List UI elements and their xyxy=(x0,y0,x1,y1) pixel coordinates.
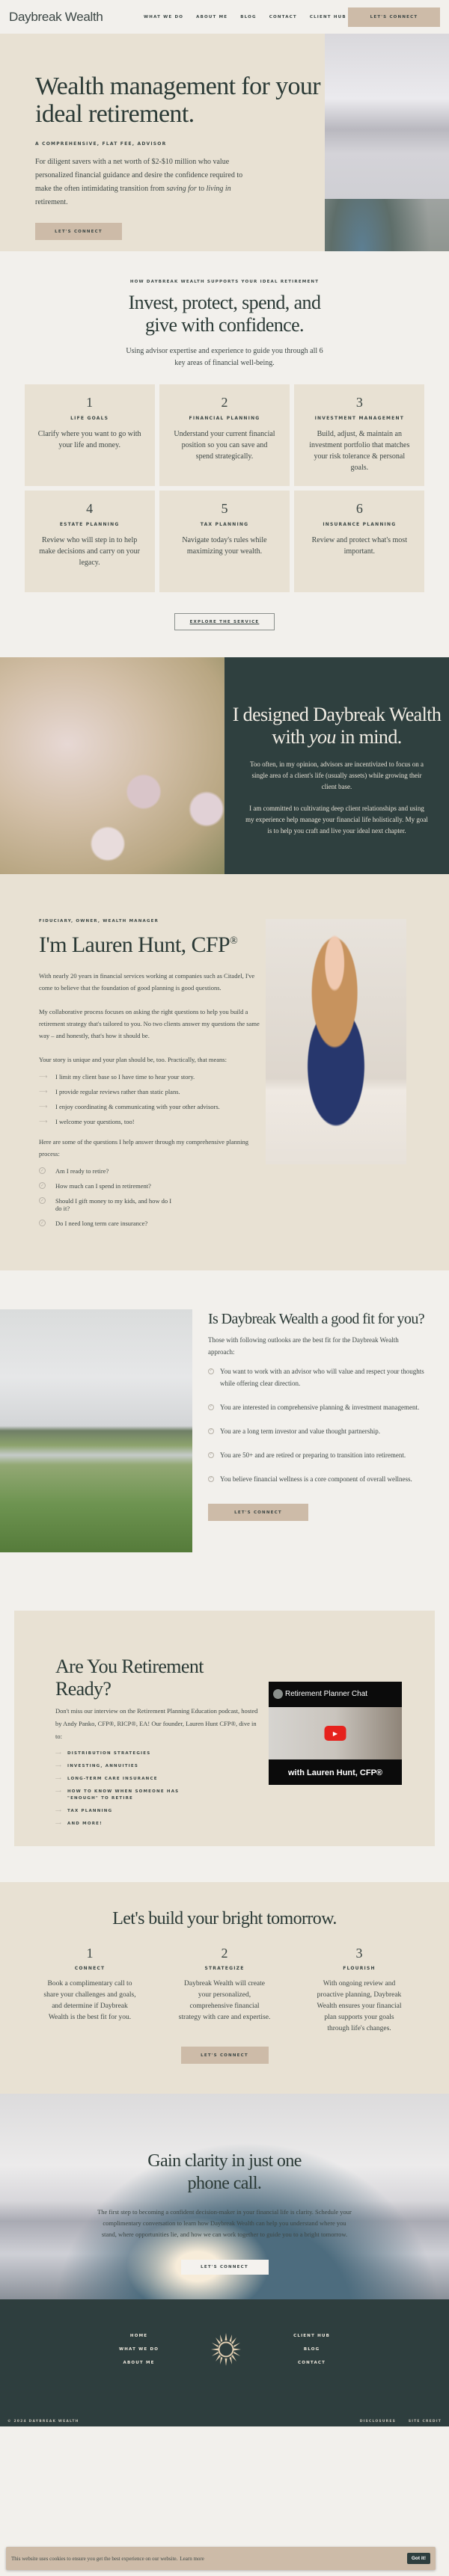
arrow-right-icon: ⟶ xyxy=(55,1777,63,1781)
footer-bottom-bar xyxy=(0,2417,449,2426)
list-item xyxy=(55,1750,261,1757)
fit-content xyxy=(192,1309,432,1611)
nav-blog[interactable]: BLOG xyxy=(240,14,257,19)
list-item-text: You are interested in comprehensive planning & investment management. xyxy=(220,1404,420,1411)
service-card-insurance-planning xyxy=(294,491,424,592)
arrow-right-icon: ⟶ xyxy=(55,1789,63,1794)
river-landscape-image xyxy=(0,1309,192,1552)
disclosures-link[interactable]: DISCLOSURES xyxy=(359,2420,397,2423)
hero-connect-button[interactable]: LET'S CONNECT xyxy=(35,223,122,240)
footer-nav xyxy=(0,2299,449,2366)
designed-paragraph-1: Too often, in my opinion, advisors are incentivized to focus on a single area of a client's life (usually assets) while growing their client base. xyxy=(249,760,424,790)
list-item-text: I enjoy coordinating & communicating with your other advisors. xyxy=(55,1103,220,1110)
arrow-right-icon: ⟶ xyxy=(39,1088,48,1095)
channel-avatar xyxy=(273,1689,283,1699)
arrow-right-icon: ⟶ xyxy=(55,1764,63,1768)
list-item xyxy=(208,1401,432,1413)
ready-panel xyxy=(14,1611,435,1846)
about-eyebrow: FIDUCIARY, OWNER, WEALTH MANAGER xyxy=(39,919,159,923)
fit-intro: Those with following outlooks are the best fit for the Daybreak Wealth approach: xyxy=(208,1336,399,1356)
footer-legal-links xyxy=(360,2420,442,2423)
service-card-financial-planning xyxy=(159,384,290,486)
check-circle-icon: ✓ xyxy=(40,1198,45,1203)
topics-list xyxy=(55,1750,261,1828)
steps-row xyxy=(0,1946,449,2035)
list-item-text: Am I ready to retire? xyxy=(55,1167,109,1175)
arrow-right-icon: ⟶ xyxy=(39,1118,48,1125)
designed-paragraph-2: I am committed to cultivating deep client relationships and using my experience help manage your financial life holistically. My goal is to help you craft and live your ideal next chapter. xyxy=(245,805,428,834)
step-flourish xyxy=(303,1946,415,2035)
cookie-accept-button[interactable]: Got it! xyxy=(407,2553,430,2564)
step-strategize xyxy=(168,1946,281,2035)
services-subtitle: Using advisor expertise and experience to guide you through all 6 key areas of financial well-being. xyxy=(126,347,323,367)
list-item-text: How much can I spend in retirement? xyxy=(55,1182,151,1190)
build-section xyxy=(0,1882,449,2094)
arrow-right-icon: ⟶ xyxy=(39,1103,48,1110)
video-caption: with Lauren Hunt, CFP® xyxy=(287,1768,383,1777)
video-thumbnail xyxy=(269,1707,402,1759)
hero-body-text: to xyxy=(196,185,207,193)
list-item-text: INVESTING, ANNUITIES xyxy=(67,1764,139,1768)
hero-eyebrow: A COMPREHENSIVE, FLAT FEE, ADVISOR xyxy=(35,141,167,147)
nav-contact[interactable]: CONTACT xyxy=(269,14,297,19)
list-item-text: I welcome your questions, too! xyxy=(55,1118,135,1125)
nav-client-hub[interactable]: CLIENT HUB xyxy=(309,14,346,19)
designed-section xyxy=(0,657,449,874)
card-title: FINANCIAL PLANNING xyxy=(189,416,260,421)
card-number: 2 xyxy=(221,395,228,410)
list-item xyxy=(208,1365,432,1389)
list-item xyxy=(39,1118,263,1125)
footer-link-about-me[interactable]: ABOUT ME xyxy=(123,2361,155,2365)
list-item-text: You believe financial wellness is a core component of overall wellness. xyxy=(220,1475,412,1483)
hero-body-text: retirement. xyxy=(35,198,68,206)
ready-section xyxy=(0,1611,449,1882)
footer-link-home[interactable]: HOME xyxy=(129,2334,148,2338)
fit-list xyxy=(208,1365,432,1485)
card-title: INVESTMENT MANAGEMENT xyxy=(314,416,404,421)
services-title: Invest, protect, spend, and give with confidence. xyxy=(128,292,321,336)
check-circle-icon: ✓ xyxy=(40,1220,45,1226)
hero-content xyxy=(0,34,325,251)
designed-title-text: in mind. xyxy=(335,726,402,748)
about-section xyxy=(0,874,449,1270)
means-list xyxy=(39,1073,263,1125)
card-number: 6 xyxy=(355,501,363,516)
lauren-hunt-portrait xyxy=(266,919,406,1164)
card-desc: Understand your current financial position so you can save and spend strategically. xyxy=(174,430,275,461)
card-title: INSURANCE PLANNING xyxy=(323,522,397,527)
check-circle-icon: ✓ xyxy=(209,1453,213,1457)
footer-links-left xyxy=(119,2334,159,2365)
cookie-learn-more-link[interactable]: Learn more xyxy=(180,2555,204,2562)
footer-link-blog[interactable]: BLOG xyxy=(303,2347,320,2352)
card-desc: Build, adjust, & maintain an investment portfolio that matches your risk tolerance & personal goals. xyxy=(309,430,410,472)
about-title xyxy=(39,932,263,958)
list-item-text: I limit my client base so I have time to hear your story. xyxy=(55,1073,195,1080)
fit-connect-button[interactable]: LET'S CONNECT xyxy=(208,1504,308,1521)
list-item xyxy=(55,1821,261,1828)
list-item xyxy=(208,1425,432,1437)
step-number: 3 xyxy=(355,1946,363,1961)
designed-title-text: I designed Daybreak Wealth with xyxy=(232,704,442,748)
arrow-right-icon: ⟶ xyxy=(55,1822,63,1826)
footer-link-client-hub[interactable]: CLIENT HUB xyxy=(293,2334,331,2338)
step-title: STRATEGIZE xyxy=(204,1966,245,1971)
service-card-estate-planning xyxy=(25,491,155,592)
check-circle-icon: ✓ xyxy=(209,1369,213,1373)
site-credit-link[interactable]: SITE CREDIT xyxy=(408,2420,442,2423)
main-nav xyxy=(144,15,346,19)
list-item xyxy=(39,1073,263,1080)
list-item xyxy=(55,1808,261,1815)
about-paragraph-1: With nearly 20 years in financial services working at companies such as Citadel, I've come to believe that the foundation of good planning is good questions. xyxy=(39,972,255,992)
list-item xyxy=(39,1088,263,1095)
ready-content xyxy=(55,1656,261,1846)
video-title-bar xyxy=(273,1689,397,1699)
header-connect-button[interactable]: LET'S CONNECT xyxy=(348,7,440,27)
services-grid xyxy=(25,384,425,592)
build-title: Let's build your bright tomorrow. xyxy=(112,1909,337,1928)
list-item xyxy=(55,1776,261,1783)
fit-title: Is Daybreak Wealth a good fit for you? xyxy=(208,1311,425,1327)
list-item xyxy=(39,1103,263,1110)
questions-list xyxy=(39,1167,263,1227)
explore-service-button[interactable]: EXPLORE THE SERVICE xyxy=(174,613,275,630)
logo[interactable]: Daybreak Wealth xyxy=(9,9,103,24)
list-item xyxy=(208,1473,432,1485)
check-circle-icon: ✓ xyxy=(40,1168,45,1173)
card-number: 3 xyxy=(355,395,363,410)
list-item-text: LONG-TERM CARE INSURANCE xyxy=(67,1777,158,1781)
check-circle-icon: ✓ xyxy=(209,1477,213,1481)
build-connect-button[interactable]: LET'S CONNECT xyxy=(181,2047,269,2064)
check-circle-icon: ✓ xyxy=(40,1183,45,1188)
card-desc: Clarify where you want to go with your life and money. xyxy=(37,430,141,449)
list-item xyxy=(55,1789,261,1802)
check-circle-icon: ✓ xyxy=(209,1405,213,1409)
registered-mark: ® xyxy=(230,935,238,947)
fit-section xyxy=(0,1270,449,1611)
clarity-title: Gain clarity in just one phone call. xyxy=(147,2151,302,2193)
list-item xyxy=(39,1197,263,1212)
list-item xyxy=(208,1449,432,1461)
footer-link-what-we-do[interactable]: WHAT WE DO xyxy=(118,2347,159,2352)
step-desc: Daybreak Wealth will create your personalized, comprehensive financial strategy with care and expertise. xyxy=(178,1980,271,2021)
list-item-text: AND MORE! xyxy=(67,1822,103,1826)
about-paragraph-4: Here are some of the questions I help answer through my comprehensive planning process: xyxy=(39,1138,248,1158)
card-number: 1 xyxy=(86,395,94,410)
step-connect xyxy=(34,1946,146,2035)
card-number: 5 xyxy=(221,501,228,516)
nav-what-we-do[interactable]: WHAT WE DO xyxy=(144,14,184,19)
designed-title-em: you xyxy=(309,726,336,748)
about-paragraph-2: My collaborative process focuses on asking the right questions to help you build a retirement strategy that's tailored to you. No two clients answer my questions the same way – and honestly, that's how it should be. xyxy=(39,1008,260,1039)
service-card-life-goals xyxy=(25,384,155,486)
step-desc: Book a complimentary call to share your challenges and goals, and determine if Daybreak Wealth is the best fit for you. xyxy=(43,1980,136,2021)
arrow-right-icon: ⟶ xyxy=(55,1809,63,1813)
site-header xyxy=(0,0,449,34)
step-title: FLOURISH xyxy=(343,1966,376,1971)
step-number: 1 xyxy=(86,1946,94,1961)
list-item-text: Should I gift money to my kids, and how do I do it? xyxy=(55,1197,172,1212)
card-title: ESTATE PLANNING xyxy=(59,522,120,527)
about-content xyxy=(39,919,263,1227)
list-item-text: Do I need long term care insurance? xyxy=(55,1220,148,1227)
cookie-text: This website uses cookies to ensure you get the best experience on our website. xyxy=(11,2555,178,2562)
hero-body-em: living in xyxy=(206,185,231,193)
card-desc: Review and protect what's most important. xyxy=(311,536,407,556)
card-desc: Review who will step in to help make decisions and carry on your legacy. xyxy=(39,536,140,567)
list-item-text: You want to work with an advisor who will value and respect your thoughts while offering clear direction. xyxy=(220,1368,424,1387)
clarity-section xyxy=(0,2094,449,2299)
about-title-text: I'm Lauren Hunt, CFP xyxy=(39,932,230,957)
card-title: LIFE GOALS xyxy=(70,416,109,421)
check-circle-icon: ✓ xyxy=(209,1429,213,1433)
podcast-video-embed[interactable] xyxy=(269,1682,402,1785)
designed-panel xyxy=(224,657,449,874)
list-item-text: HOW TO KNOW WHEN SOMEONE HAS "ENOUGH" TO RETIRE xyxy=(67,1789,180,1801)
card-number: 4 xyxy=(86,501,94,516)
hero-body-text: For diligent savers with a net worth of $2-$10 million who value personalized financial guidance and desire the confidence required to make the often intimidating transition from xyxy=(35,158,243,193)
about-paragraph-3: Your story is unique and your plan should be, too. Practically, that means: xyxy=(39,1056,227,1063)
designed-title xyxy=(224,704,449,748)
step-number: 2 xyxy=(221,1946,228,1961)
services-eyebrow: HOW DAYBREAK WEALTH SUPPORTS YOUR IDEAL RETIREMENT xyxy=(129,280,320,284)
footer-links-right xyxy=(293,2334,330,2365)
clarity-body: The first step to becoming a confident decision-maker in your financial life is clarity. Schedule your complimentary conversation to learn how Daybreak Wealth can help you understand where you stand, where opportunities lie, and how we can work together to guide you to a bright tomorrow. xyxy=(97,2208,352,2238)
card-desc: Navigate today's rules while maximizing your wealth. xyxy=(182,536,267,556)
hero-body-em: saving for xyxy=(166,185,197,193)
services-section xyxy=(0,251,449,653)
arrow-right-icon: ⟶ xyxy=(55,1751,63,1756)
nav-about-me[interactable]: ABOUT ME xyxy=(196,14,228,19)
list-item-text: TAX PLANNING xyxy=(67,1809,113,1813)
hero-title: Wealth management for your ideal retirement. xyxy=(35,73,321,128)
copyright: © 2024 DAYBREAK WEALTH xyxy=(7,2420,79,2423)
list-item xyxy=(39,1182,263,1190)
list-item-text: You are 50+ and are retired or preparing to transition into retirement. xyxy=(220,1451,406,1459)
hero-ocean-image xyxy=(325,34,449,251)
cookie-banner xyxy=(6,2547,436,2570)
step-desc: With ongoing review and proactive planning, Daybreak Wealth ensures your financial plan supports your goals through life's changes. xyxy=(317,1980,402,2032)
list-item xyxy=(39,1220,263,1227)
list-item xyxy=(39,1167,263,1175)
clarity-connect-button[interactable]: LET'S CONNECT xyxy=(181,2260,269,2275)
wildflowers-image xyxy=(0,657,224,874)
list-item xyxy=(55,1763,261,1770)
ready-body: Don't miss our interview on the Retirement Planning Education podcast, hosted by Andy Panko, CFP®, RICP®, EA! Our founder, Lauren Hunt CFP®, dive in to: xyxy=(55,1707,258,1740)
list-item-text: I provide regular reviews rather than static plans. xyxy=(55,1088,180,1095)
service-card-investment-management xyxy=(294,384,424,486)
list-item-text: DISTRIBUTION STRATEGIES xyxy=(67,1751,151,1756)
sun-logo-icon xyxy=(211,2333,241,2366)
card-title: TAX PLANNING xyxy=(200,522,249,527)
arrow-right-icon: ⟶ xyxy=(39,1073,48,1080)
hero-section xyxy=(0,34,449,251)
footer-link-contact[interactable]: CONTACT xyxy=(298,2361,326,2365)
hero-body xyxy=(35,156,248,209)
service-card-tax-planning xyxy=(159,491,290,592)
play-icon[interactable]: ▶ xyxy=(325,1726,346,1741)
video-title: Retirement Planner Chat xyxy=(285,1690,368,1698)
list-item-text: You are a long term investor and value thought partnership. xyxy=(220,1427,381,1435)
step-title: CONNECT xyxy=(74,1966,106,1971)
ready-title: Are You Retirement Ready? xyxy=(55,1656,204,1700)
site-footer xyxy=(0,2299,449,2426)
